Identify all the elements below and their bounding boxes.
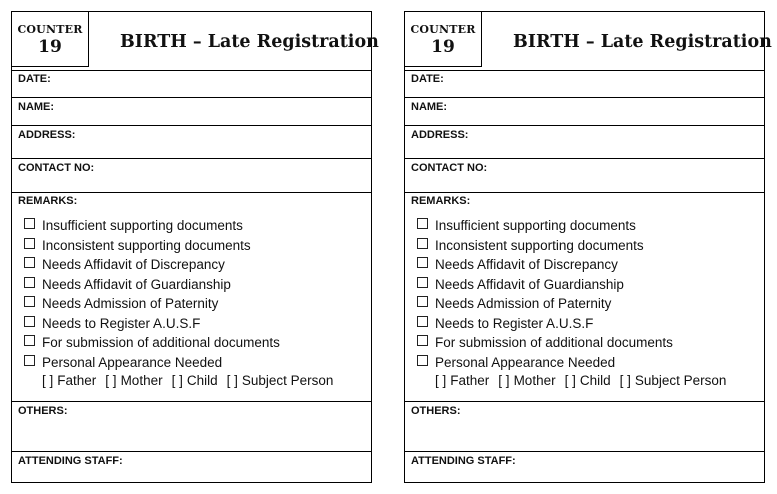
others-field[interactable]	[405, 401, 764, 452]
counter-label: COUNTER	[410, 23, 476, 36]
option-label: Subject Person	[241, 373, 334, 388]
date-field[interactable]	[12, 69, 371, 98]
contact-field[interactable]	[12, 158, 371, 193]
slip-header	[12, 12, 379, 71]
remarks-label: REMARKS:	[411, 195, 471, 207]
appearance-options	[42, 373, 333, 388]
remark-text: For submission of additional documents	[42, 335, 280, 350]
slip-header	[405, 12, 772, 71]
address-label: ADDRESS:	[411, 129, 469, 141]
bracket-checkbox[interactable]: [ ]	[42, 373, 54, 388]
checkbox-icon[interactable]	[417, 296, 428, 307]
remark-text: Insufficient supporting documents	[435, 218, 636, 233]
option-label: Child	[579, 373, 611, 388]
option-label: Child	[186, 373, 218, 388]
attending-staff-label: ATTENDING STAFF:	[411, 455, 516, 467]
checkbox-icon[interactable]	[417, 355, 428, 366]
checkbox-icon[interactable]	[417, 316, 428, 327]
option-subject-person[interactable]	[620, 373, 727, 388]
name-field[interactable]	[405, 97, 764, 126]
checkbox-icon[interactable]	[24, 257, 35, 268]
contact-label: CONTACT NO:	[18, 162, 95, 174]
checkbox-icon[interactable]	[417, 218, 428, 229]
bracket-checkbox[interactable]: [ ]	[105, 373, 117, 388]
option-label: Father	[57, 373, 97, 388]
checkbox-icon[interactable]	[24, 316, 35, 327]
option-label: Subject Person	[634, 373, 727, 388]
bracket-checkbox[interactable]: [ ]	[171, 373, 183, 388]
contact-field[interactable]	[405, 158, 764, 193]
date-label: DATE:	[411, 73, 444, 85]
bracket-checkbox[interactable]: [ ]	[498, 373, 510, 388]
remark-text: Needs to Register A.U.S.F	[435, 315, 594, 331]
checkbox-icon[interactable]	[24, 218, 35, 229]
remarks-label: REMARKS:	[18, 195, 78, 207]
checkbox-icon[interactable]	[417, 257, 428, 268]
remark-text: Needs Affidavit of Guardianship	[42, 276, 231, 292]
checkbox-icon[interactable]	[417, 335, 428, 346]
counter-number: 19	[38, 37, 62, 57]
option-child[interactable]	[565, 373, 611, 388]
remark-text: Needs Affidavit of Guardianship	[435, 276, 624, 292]
others-label: OTHERS:	[411, 405, 461, 417]
address-field[interactable]	[12, 125, 371, 159]
name-label: NAME:	[18, 101, 55, 113]
others-label: OTHERS:	[18, 405, 68, 417]
option-subject-person[interactable]	[227, 373, 334, 388]
counter-box	[12, 12, 89, 67]
remark-text: Needs Admission of Paternity	[42, 296, 219, 311]
bracket-checkbox[interactable]: [ ]	[435, 373, 447, 388]
checkbox-icon[interactable]	[24, 355, 35, 366]
checkbox-icon[interactable]	[417, 238, 428, 249]
attending-staff-label: ATTENDING STAFF:	[18, 455, 123, 467]
appearance-options	[435, 373, 726, 388]
remark-text: Insufficient supporting documents	[42, 218, 243, 233]
remarks-section	[405, 192, 764, 402]
others-field[interactable]	[12, 401, 371, 452]
option-mother[interactable]	[498, 373, 555, 388]
remark-text: Needs Affidavit of Discrepancy	[435, 257, 618, 272]
option-father[interactable]	[42, 373, 96, 388]
date-field[interactable]	[405, 69, 764, 98]
checkbox-icon[interactable]	[24, 277, 35, 288]
remark-text: Inconsistent supporting documents	[435, 237, 644, 253]
name-field[interactable]	[12, 97, 371, 126]
address-field[interactable]	[405, 125, 764, 159]
name-label: NAME:	[411, 101, 448, 113]
counter-label: COUNTER	[17, 23, 83, 36]
counter-number: 19	[431, 37, 455, 57]
contact-label: CONTACT NO:	[411, 162, 488, 174]
counter-box	[405, 12, 482, 67]
option-label: Father	[450, 373, 490, 388]
form-title: BIRTH – Late Registration	[513, 32, 772, 52]
remark-text: Personal Appearance Needed	[435, 354, 616, 370]
checkbox-icon[interactable]	[24, 296, 35, 307]
remark-text: Needs Admission of Paternity	[435, 296, 612, 311]
checkbox-icon[interactable]	[24, 238, 35, 249]
date-label: DATE:	[18, 73, 51, 85]
remark-text: Needs Affidavit of Discrepancy	[42, 257, 225, 272]
checkbox-icon[interactable]	[417, 277, 428, 288]
checkbox-icon[interactable]	[24, 335, 35, 346]
option-mother[interactable]	[105, 373, 162, 388]
attending-staff-field[interactable]	[405, 451, 764, 482]
registration-slip-left	[11, 11, 379, 483]
option-label: Mother	[120, 373, 163, 388]
remark-text: Personal Appearance Needed	[42, 354, 223, 370]
registration-slip-right	[404, 11, 772, 483]
remarks-section	[12, 192, 371, 402]
option-label: Mother	[513, 373, 556, 388]
address-label: ADDRESS:	[18, 129, 76, 141]
remark-text: Inconsistent supporting documents	[42, 237, 251, 253]
remark-text: Needs to Register A.U.S.F	[42, 315, 201, 331]
bracket-checkbox[interactable]: [ ]	[564, 373, 576, 388]
bracket-checkbox[interactable]: [ ]	[226, 373, 238, 388]
remark-text: For submission of additional documents	[435, 335, 673, 350]
attending-staff-field[interactable]	[12, 451, 371, 482]
option-child[interactable]	[172, 373, 218, 388]
form-title: BIRTH – Late Registration	[120, 32, 379, 52]
option-father[interactable]	[435, 373, 489, 388]
bracket-checkbox[interactable]: [ ]	[619, 373, 631, 388]
